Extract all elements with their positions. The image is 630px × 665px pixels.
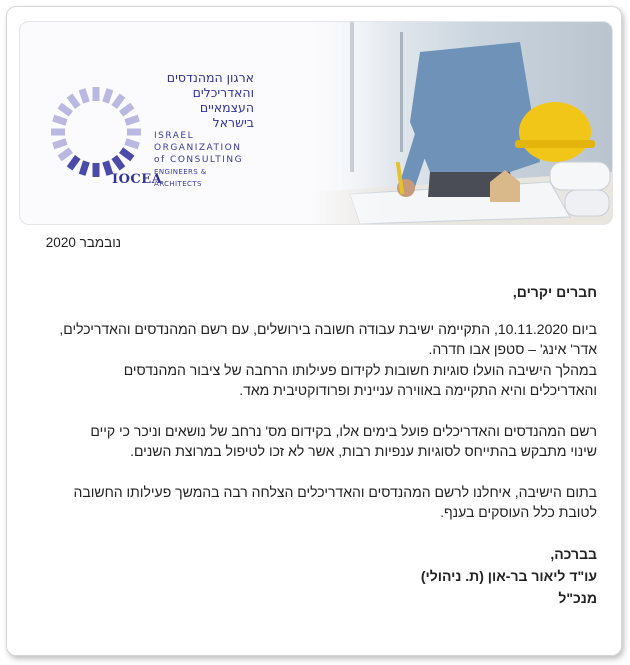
logo-ring-segment: [79, 88, 90, 103]
logo-acronym: IOCEA: [112, 172, 163, 187]
paragraph-line: בתום הישיבה, איחלנו לרשם המהנדסים והאדריכלים הצלחה רבה בהמשך פעילותו החשובה: [73, 483, 597, 500]
logo-ring-segment: [102, 88, 113, 103]
paragraph-line: אדר' אינג' – סטפן אבו חדרה.: [428, 341, 597, 357]
logo-ring-segment: [51, 129, 65, 136]
paragraph-line: ביום 10.11.2020, התקיימה ישיבת עבודה חשובה בירושלים, עם רשם המהנדסים והאדריכלים,: [59, 320, 597, 337]
logo-hebrew-line: בישראל: [212, 115, 254, 130]
paragraph-line: רשם המהנדסים והאדריכלים פועל בימים אלו, בקידום מס' נרחב של נושאים וניכר כי קיים: [90, 422, 597, 439]
iocea-logo-ring-icon: [46, 82, 146, 182]
logo-ring-segment: [93, 87, 100, 101]
paragraph-line: והאדריכלים והיא התקיימה באווירה עניינית ופרודוקטיבית מאד.: [239, 382, 597, 398]
letter-paragraph: [27, 421, 597, 462]
logo-hebrew-line: ארגון המהנדסים: [166, 70, 254, 85]
paragraph-line: לטובת כלל העוסקים בענף.: [440, 504, 597, 520]
logo-ring-segment: [58, 147, 73, 161]
logo-hebrew-line: העצמאיים: [199, 100, 254, 115]
letter-signer-title: מנכ"ל: [558, 589, 597, 606]
logo-ring-segment: [119, 103, 134, 117]
letter-signer: עו"ד ליאור בר-און (ת. ניהולי): [420, 567, 597, 584]
logo-english-line: ENGINEERS & ARCHITECTS: [154, 168, 207, 188]
logo-ring-segment: [79, 160, 90, 175]
logo-english-line: ORGANIZATION: [154, 143, 242, 153]
paragraph-line: במהלך הישיבה הועלו סוגיות חשובות לקידום פעילותו הרחבה של ציבור המהנדסים: [123, 361, 597, 378]
letter-paragraph: [27, 319, 597, 401]
logo-ring-segment: [67, 94, 81, 109]
logo-ring-segment: [111, 155, 125, 170]
logo-ring-segment: [111, 94, 125, 109]
logo-ring-segment: [119, 147, 134, 161]
logo-ring-segment: [52, 115, 67, 126]
logo-hebrew-line: והאדריכלים: [192, 85, 254, 100]
logo-english-line: ISRAEL: [154, 131, 195, 141]
paragraph-line: שינוי מתבקש בהתייחס לסוגיות ענפיות רבות, אשר לא זכו לטיפול במרוצת השנים.: [130, 443, 597, 459]
logo-ring-segment: [67, 155, 81, 170]
header-photo: [310, 22, 612, 224]
letter-body: [27, 282, 597, 609]
header-banner: [19, 21, 613, 225]
letter-card: [6, 6, 622, 656]
logo-ring-segment: [52, 138, 67, 149]
letter-date: נובמבר 2020: [45, 235, 121, 250]
letter-paragraph: [27, 482, 597, 523]
letter-greeting: חברים יקרים,: [512, 284, 597, 300]
logo-ring-segment: [58, 103, 73, 117]
logo-ring-segment: [93, 163, 100, 177]
logo-english-line: of CONSULTING: [154, 155, 244, 165]
letter-closing: בברכה,: [550, 545, 597, 562]
photo-fade: [310, 22, 390, 224]
